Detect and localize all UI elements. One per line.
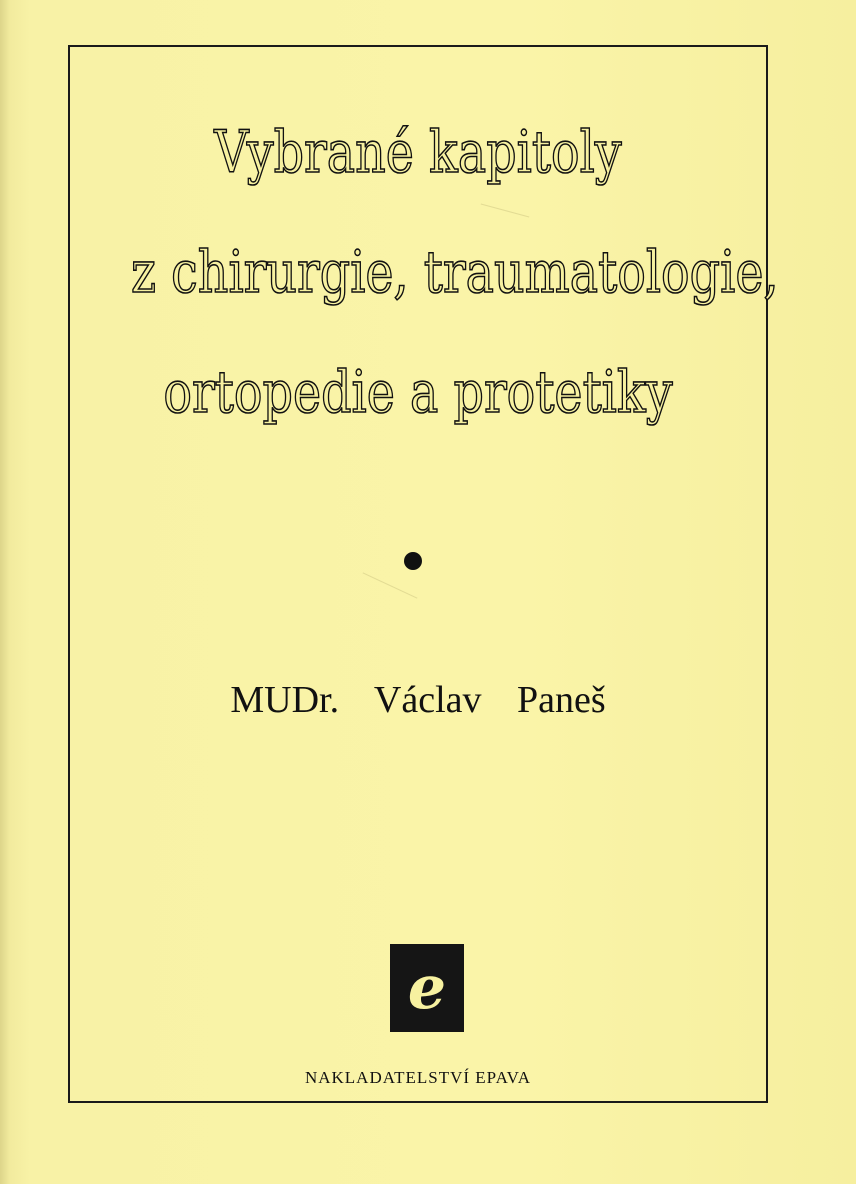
cover-left-edge [0,0,10,1184]
title-line-3: ortopedie a protetiky [163,358,673,426]
title-line-2: z chirurgie, traumatologie, [131,238,779,306]
author-name: MUDr. Václav Paneš [230,679,606,721]
publisher-name: NAKLADATELSTVÍ EPAVA [304,1068,532,1087]
book-title [131,92,779,452]
title-line-1: Vybrané kapitoly [214,118,622,186]
logo-letter: e [407,953,447,1023]
publisher-logo [390,944,464,1032]
bullet-dot [404,552,422,570]
